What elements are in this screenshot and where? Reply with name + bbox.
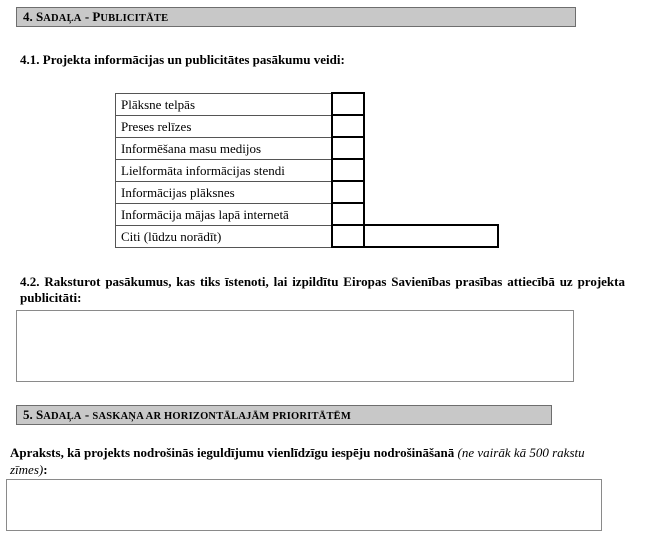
option-checkbox[interactable] bbox=[332, 115, 364, 137]
equal-opportunities-description bbox=[10, 444, 600, 478]
section-5-title-dash: - bbox=[81, 407, 93, 422]
section-4-header bbox=[16, 7, 576, 27]
section-5-title-word: ADAĻA bbox=[43, 411, 82, 422]
option-row-other bbox=[116, 225, 499, 247]
option-row bbox=[116, 115, 499, 137]
empty-cell bbox=[364, 181, 498, 203]
description-label: Apraksts, kā projekts nodrošinās ieguldījumu vienlīdzīgu iespēju nodrošināšanā bbox=[10, 445, 455, 460]
option-label: Citi (lūdzu norādīt) bbox=[116, 225, 333, 247]
section-5-header bbox=[16, 405, 552, 425]
option-checkbox[interactable] bbox=[332, 159, 364, 181]
publicity-options-table bbox=[115, 92, 499, 248]
option-row bbox=[116, 93, 499, 115]
option-row bbox=[116, 181, 499, 203]
section-4-title-word: ADAĻA bbox=[43, 13, 82, 24]
option-label: Informēšana masu medijos bbox=[116, 137, 333, 159]
section-4-subtitle-initial: P bbox=[92, 9, 101, 24]
question-4-1-label: 4.1. Projekta informācijas un publicitātes pasākumu veidi: bbox=[20, 52, 345, 67]
publicity-measures-textarea[interactable] bbox=[16, 310, 574, 382]
empty-cell bbox=[364, 159, 498, 181]
section-4-title-dash: - bbox=[81, 9, 93, 24]
empty-cell bbox=[364, 115, 498, 137]
empty-cell bbox=[364, 137, 498, 159]
empty-cell bbox=[364, 203, 498, 225]
section-4-title-initial: S bbox=[36, 9, 44, 24]
description-colon: : bbox=[43, 462, 48, 477]
option-label: Informācijas plāksnes bbox=[116, 181, 333, 203]
section-5-title-initial: S bbox=[36, 407, 44, 422]
section-4-subtitle-word: UBLICITĀTE bbox=[100, 13, 169, 24]
option-row bbox=[116, 137, 499, 159]
option-checkbox[interactable] bbox=[332, 137, 364, 159]
character-limit-note: (ne vairāk kā 500 rakstu zīmes) bbox=[10, 445, 585, 477]
option-row bbox=[116, 203, 499, 225]
section-5-number: 5. bbox=[23, 407, 36, 422]
empty-cell bbox=[364, 93, 498, 115]
other-specify-field[interactable] bbox=[364, 225, 498, 247]
option-checkbox[interactable] bbox=[332, 93, 364, 115]
section-4-number: 4. bbox=[23, 9, 36, 24]
option-checkbox[interactable] bbox=[332, 181, 364, 203]
equal-opportunities-textarea[interactable] bbox=[6, 479, 602, 531]
option-label: Lielformāta informācijas stendi bbox=[116, 159, 333, 181]
option-row bbox=[116, 159, 499, 181]
option-checkbox[interactable] bbox=[332, 203, 364, 225]
section-5-subtitle: SASKAŅA AR HORIZONTĀLAJĀM PRIORITĀTĒM bbox=[92, 411, 351, 422]
question-4-2-label: 4.2. Raksturot pasākumus, kas tiks īstenoti, lai izpildītu Eiropas Savienības prasības attiecībā uz projekta publicitāti: bbox=[20, 274, 625, 305]
option-checkbox[interactable] bbox=[332, 225, 364, 247]
option-label: Preses relīzes bbox=[116, 115, 333, 137]
option-label: Plāksne telpās bbox=[116, 93, 333, 115]
option-label: Informācija mājas lapā internetā bbox=[116, 203, 333, 225]
